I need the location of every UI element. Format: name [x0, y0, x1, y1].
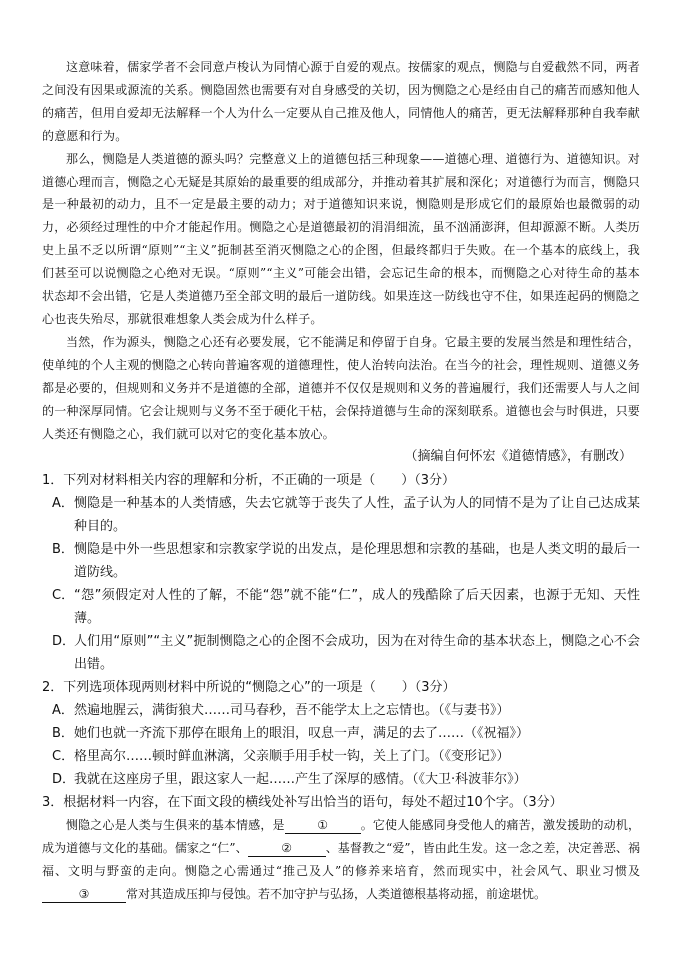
fill-blank-2[interactable]: ② [248, 840, 326, 857]
option-text: 格里高尔……顿时鲜血淋漓，父亲顺手用手杖一钩，关上了门。（《变形记》） [74, 749, 510, 765]
option-text: 恻隐是中外一些思想家和宗教家学说的出发点，是伦理思想和宗教的基础，也是人类文明的最后一道防线。 [74, 542, 640, 581]
reading-passage [42, 56, 640, 445]
question-3-stem: 3．根据材料一内容，在下面文段的横线处补写出恰当的语句，每处不超过10个字。（3分） [42, 795, 563, 811]
question-2-stem: 2．下列选项体现两则材料中所说的“恻隐之心”的一项是（ ）（3分） [42, 680, 456, 696]
question-3-passage [42, 814, 640, 906]
question-3 [42, 791, 640, 906]
option-letter: C． [52, 588, 75, 604]
question-2 [42, 676, 640, 791]
passage-paragraph-1: 这意味着，儒家学者不会同意卢梭认为同情心源于自爱的观点。按儒家的观点，恻隐与自爱截然不同，两者之间没有因果或源流的关系。恻隐固然也需要有对自身感受的关切，因为恻隐之心是经由自己的痛苦而感知他人的痛苦，但用自爱却无法解释一个人为什么一定要从自己推及他人，同情他人的痛苦，更无法解释那种自我奉献的意愿和行为。 [42, 60, 640, 143]
option-text: “怨”须假定对人性的了解，不能“怨”就不能“仁”，成人的残酷除了后天因素，也源于无知、天性薄。 [74, 588, 640, 627]
fill-blank-1[interactable]: ① [285, 817, 361, 834]
question-1-option-a [42, 492, 640, 538]
option-text: 我就在这座房子里，跟这家人一起……产生了深厚的感情。（《大卫·科波菲尔》） [74, 772, 527, 788]
fill-blank-3[interactable]: ③ [42, 886, 126, 903]
option-letter: B． [52, 542, 74, 558]
question-2-option-a [42, 699, 640, 722]
question-1 [42, 469, 640, 676]
option-text: 然遍地腥云，满街狼犬……司马春秒，吾不能学太上之忘情也。（《与妻书》） [74, 703, 510, 719]
passage-paragraph-2: 那么，恻隐是人类道德的源头吗？完整意义上的道德包括三种现象——道德心理、道德行为、道德知识。对道德心理而言，恻隐之心无疑是其原始的最重要的组成部分，并推动着其扩展和深化；对道德行为而言，恻隐只是一种最初的动力，且不一定是最主要的动力；对于道德知识来说，恻隐则是形成它们的最原始也最微弱的动力，必须经过理性的中介才能起作用。恻隐之心是道德最初的涓涓细流，虽不汹涌澎湃，但却源源不断。人类历史上虽不乏以所谓“原则”“主义”扼制甚至消灭恻隐之心的企图，但最终都归于失败。在一个基本的底线上，我们甚至可以说恻隐之心绝对无误。“原则”“主义”可能会出错，会忘记生命的根本，而恻隐之心对待生命的基本状态却不会出错，它是人类道德乃至全部文明的最后一道防线。如果连这一防线也守不住，如果连起码的恻隐之心也丧失殆尽，那就很难想象人类会成为什么样子。 [42, 151, 640, 326]
option-letter: A． [52, 496, 74, 512]
option-text: 她们也就一齐流下那停在眼角上的眼泪，叹息一声，满足的去了……（《祝福》） [74, 726, 530, 742]
option-letter: B． [52, 726, 74, 742]
fill-text-2: 。它使人能感同身受他人的痛苦，激发援助的动机，成为道德与文化的基础。儒家之“仁”、 [42, 818, 640, 856]
option-text: 恻隐是一种基本的人类情感，失去它就等于丧失了人性，孟子认为人的同情不是为了让自己达成某种目的。 [74, 496, 640, 535]
option-letter: D． [52, 772, 76, 788]
question-1-stem: 1．下列对材料相关内容的理解和分析，不正确的一项是（ ）（3分） [42, 473, 456, 489]
question-2-option-d [42, 768, 640, 791]
passage-paragraph-3: 当然，作为源头，恻隐之心还有必要发展，它不能满足和停留于自身。它最主要的发展当然是和理性结合，使单纯的个人主观的恻隐之心转向普遍客观的道德理性，使人治转向法治。在当今的社会，理性规则、道德义务都是必要的，但规则和义务并不是道德的全部，道德并不仅仅是规则和义务的普遍履行，我们还需要人与人之间的一种深厚同情。它会让规则与义务不至于硬化干枯，会保持道德与生命的深刻联系。道德也会与时俱进，只要人类还有恻隐之心，我们就可以对它的变化基本放心。 [42, 334, 640, 441]
option-letter: C． [52, 749, 75, 765]
fill-text-3: 、基督教之“爱”，皆由此生发。这一念之差，决定善恶、祸福、文明与野蛮的走向。恻隐之心需通过“推己及人”的修养来培育，然而现实中，社会风气、职业习惯及 [42, 841, 640, 879]
option-letter: D． [52, 634, 76, 650]
question-1-option-c [42, 584, 640, 630]
fill-text-1: 恻隐之心是人类与生俱来的基本情感，是 [66, 818, 285, 833]
question-2-option-c [42, 745, 640, 768]
question-2-option-b [42, 722, 640, 745]
passage-source: （摘编自何怀宏《道德情感》，有删改） [404, 449, 632, 465]
option-text: 人们用“原则”“主义”扼制恻隐之心的企图不会成功，因为在对待生命的基本状态上，恻隐之心不会出错。 [74, 634, 640, 673]
question-1-option-d [42, 630, 640, 676]
option-letter: A． [52, 703, 74, 719]
fill-text-4: 常对其造成压抑与侵蚀。若不加守护与弘扬，人类道德根基将动摇，前途堪忧。 [126, 887, 547, 902]
question-1-option-b [42, 538, 640, 584]
